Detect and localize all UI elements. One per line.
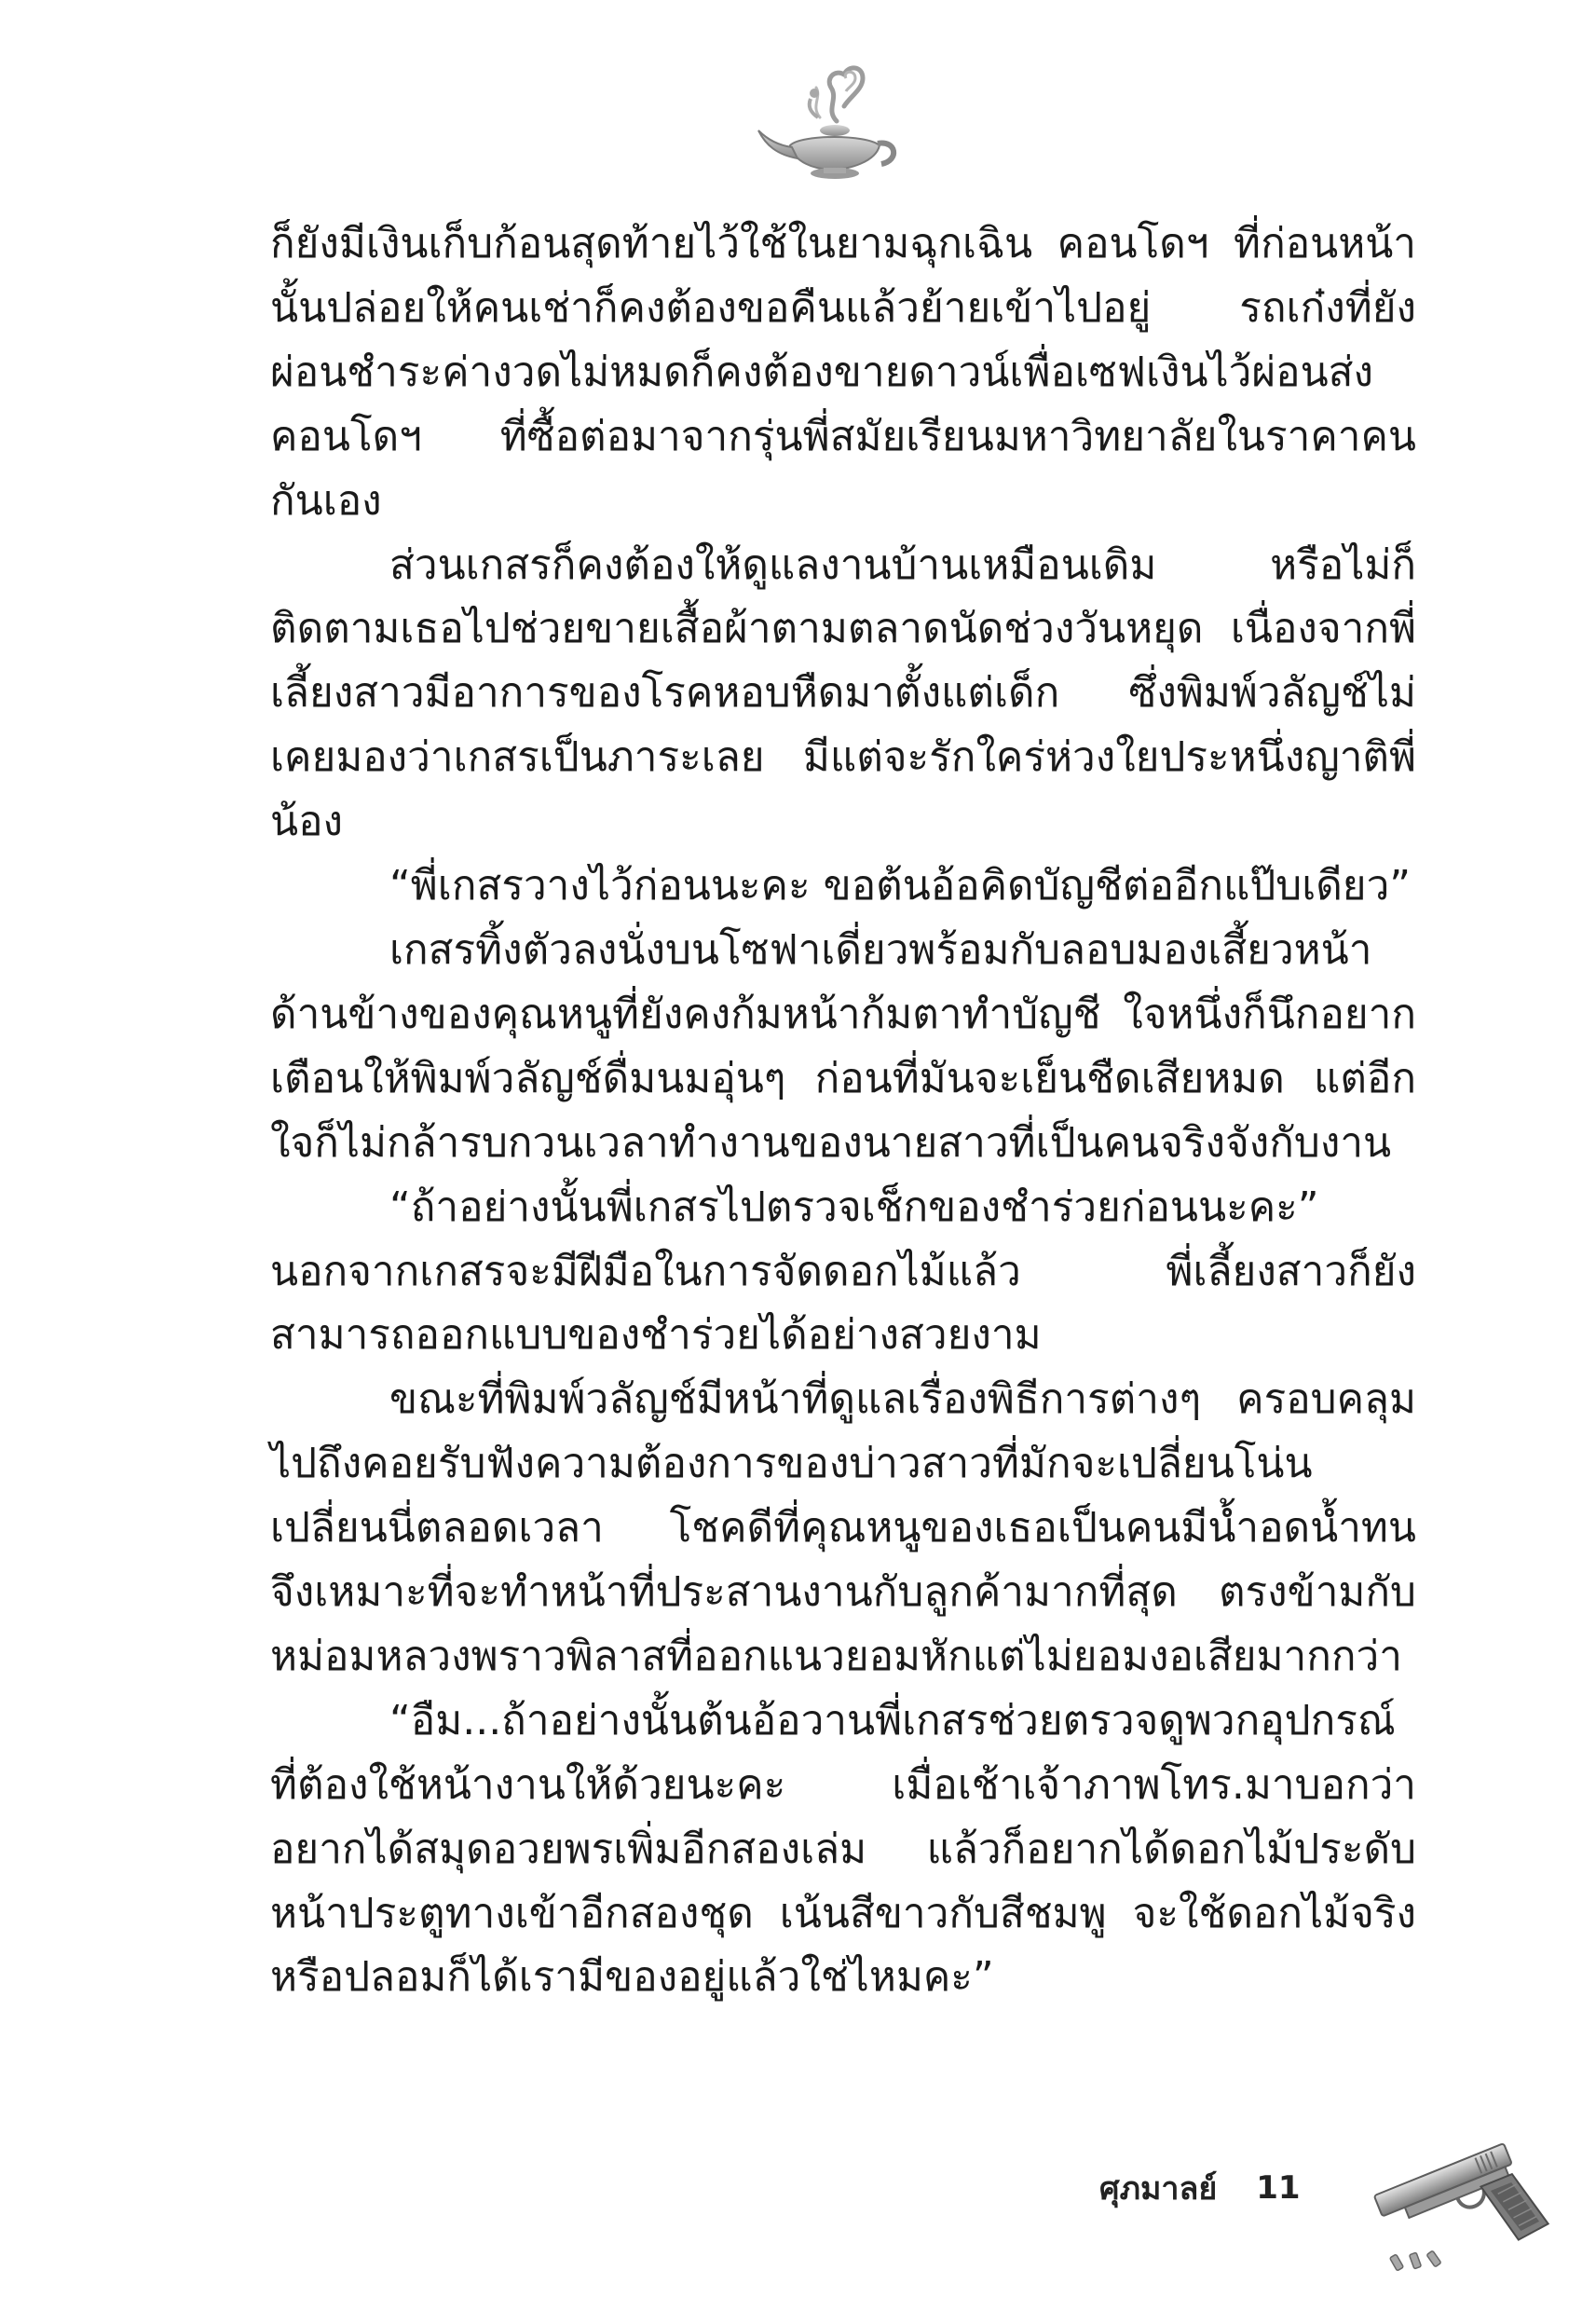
pistol-icon [1365,2115,1551,2274]
paragraph: เกสรทิ้งตัวลงนั่งบนโซฟาเดี่ยวพร้อมกับลอบมองเสี้ยวหน้าด้านข้างของคุณหนูที่ยังคงก้มหน้าก้มตาทำบัญชี ใจหนึ่งก็นึกอยากเตือนให้พิมพ์วลัญช์ดื่มนมอุ่นๆ ก่อนที่มันจะเย็นชืดเสียหมด แต่อีกใจก็ไม่กล้ารบกวนเวลาทำงานของนายสาวที่เป็นคนจริงจังกับงาน [270,925,1416,1167]
paragraph: “ถ้าอย่างนั้นพี่เกสรไปตรวจเช็กของชำร่วยก่อนนะคะ” นอกจากเกสรจะมีฝีมือในการจัดดอกไม้แล้ว พี่เลี้ยงสาวก็ยังสามารถออกแบบของชำร่วยได้อย่างสวยงาม [270,1183,1416,1360]
paragraph: ขณะที่พิมพ์วลัญช์มีหน้าที่ดูแลเรื่องพิธีการต่างๆ ครอบคลุมไปถึงคอยรับฟังความต้องการของบ่าวสาวที่มักจะเปลี่ยนโน่นเปลี่ยนนี่ตลอดเวลา โชคดีที่คุณหนูของเธอเป็นคนมีน้ำอดน้ำทน จึงเหมาะที่จะทำหน้าที่ประสานงานกับลูกค้ามากที่สุด ตรงข้ามกับหม่อมหลวงพราวพิลาสที่ออกแนวยอมหักแต่ไม่ยอมงอเสียมากกว่า [270,1375,1416,1680]
paragraph: ส่วนเกสรก็คงต้องให้ดูแลงานบ้านเหมือนเดิม หรือไม่ก็ติดตามเธอไปช่วยขายเสื้อผ้าตามตลาดนัดช่วงวันหยุด เนื่องจากพี่เลี้ยงสาวมีอาการของโรคหอบหืดมาตั้งแต่เด็ก ซึ่งพิมพ์วลัญช์ไม่เคยมองว่าเกสรเป็นภาระเลย มีแต่จะรักใคร่ห่วงใยประหนึ่งญาติพี่น้อง [270,540,1416,846]
genie-lamp-icon [745,56,904,196]
paragraph: “อืม...ถ้าอย่างนั้นต้นอ้อวานพี่เกสรช่วยตรวจดูพวกอุปกรณ์ที่ต้องใช้หน้างานให้ด้วยนะคะ เมื่อเช้าเจ้าภาพโทร.มาบอกว่าอยากได้สมุดอวยพรเพิ่มอีกสองเล่ม แล้วก็อยากได้ดอกไม้ประดับหน้าประตูทางเข้าอีกสองชุด เน้นสีขาวกับสีชมพู จะใช้ดอกไม้จริงหรือปลอมก็ได้เรามีของอยู่แล้วใช่ไหมคะ” [270,1696,1416,2002]
page-footer [1099,2160,1301,2216]
paragraph: ก็ยังมีเงินเก็บก้อนสุดท้ายไว้ใช้ในยามฉุกเฉิน คอนโดฯ ที่ก่อนหน้านั้นปล่อยให้คนเช่าก็คงต้องขอคืนแล้วย้ายเข้าไปอยู่ รถเก๋งที่ยังผ่อนชำระค่างวดไม่หมดก็คงต้องขายดาวน์เพื่อเซฟเงินไว้ผ่อนส่งคอนโดฯ ที่ซื้อต่อมาจากรุ่นพี่สมัยเรียนมหาวิทยาลัยในราคาคนกันเอง [270,220,1416,525]
page-number: 11 [1256,2169,1301,2207]
body-text [270,212,1416,2010]
paragraph: “พี่เกสรวางไว้ก่อนนะคะ ขอต้นอ้อคิดบัญชีต่ออีกแป๊บเดียว” [389,862,1412,910]
author-name: ศุภมาลย์ [1099,2170,1218,2208]
